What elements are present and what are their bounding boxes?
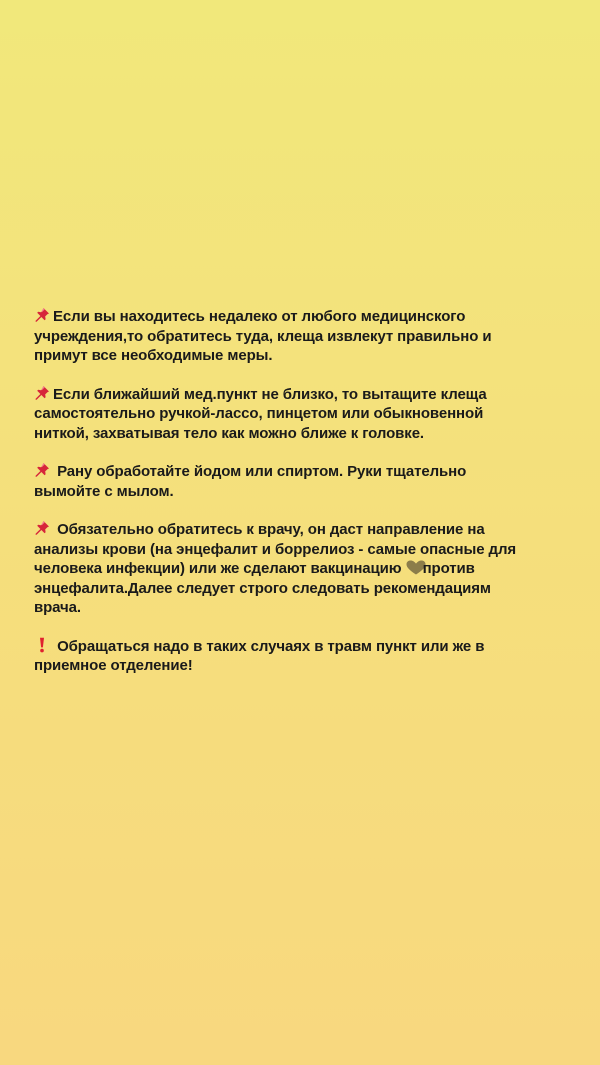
paragraph-wound-care <box>34 462 574 501</box>
text-line: вымойте с мылом. <box>34 482 174 500</box>
text-line: анализы крови (на энцефалит и боррелиоз - самые опасные для <box>34 540 517 558</box>
paragraph-clinic <box>34 307 574 366</box>
text-line: врача. <box>34 599 81 616</box>
text-line: Обращаться надо в таких случаях в травм пункт или же в <box>34 637 574 657</box>
paragraph-where-to-go <box>34 637 574 676</box>
paragraph-doctor <box>34 520 574 618</box>
text-line: Если вы находитесь недалеко от любого медицинского <box>34 307 574 327</box>
text-line: приемное отделение! <box>34 657 193 674</box>
pushpin-icon <box>34 307 50 323</box>
paragraph-self-removal <box>34 385 574 444</box>
text-line: ниткой, захватывая тело как можно ближе к головке. <box>34 424 425 442</box>
text-line: примут все необходимые меры. <box>34 347 273 364</box>
exclamation-icon <box>34 637 50 653</box>
pushpin-icon <box>34 385 50 401</box>
story-text <box>34 307 574 695</box>
pushpin-icon <box>34 520 50 536</box>
text-line: Рану обработайте йодом или спиртом. Руки тщательно <box>34 462 574 482</box>
text-line: человека инфекции) или же сделают вакцинацию против <box>34 560 475 577</box>
text-line: учреждения,то обратитесь туда, клеща извлекут правильно и <box>34 327 492 345</box>
text-line: Обязательно обратитесь к врачу, он даст направление на <box>34 520 574 540</box>
text-line: энцефалита.Далее следует строго следовать рекомендациям <box>34 579 491 597</box>
pushpin-icon <box>34 462 50 478</box>
text-line: самостоятельно ручкой-лассо, пинцетом или обыкновенной <box>34 405 484 422</box>
text-line: Если ближайший мед.пункт не близко, то вытащите клеща <box>34 385 574 405</box>
